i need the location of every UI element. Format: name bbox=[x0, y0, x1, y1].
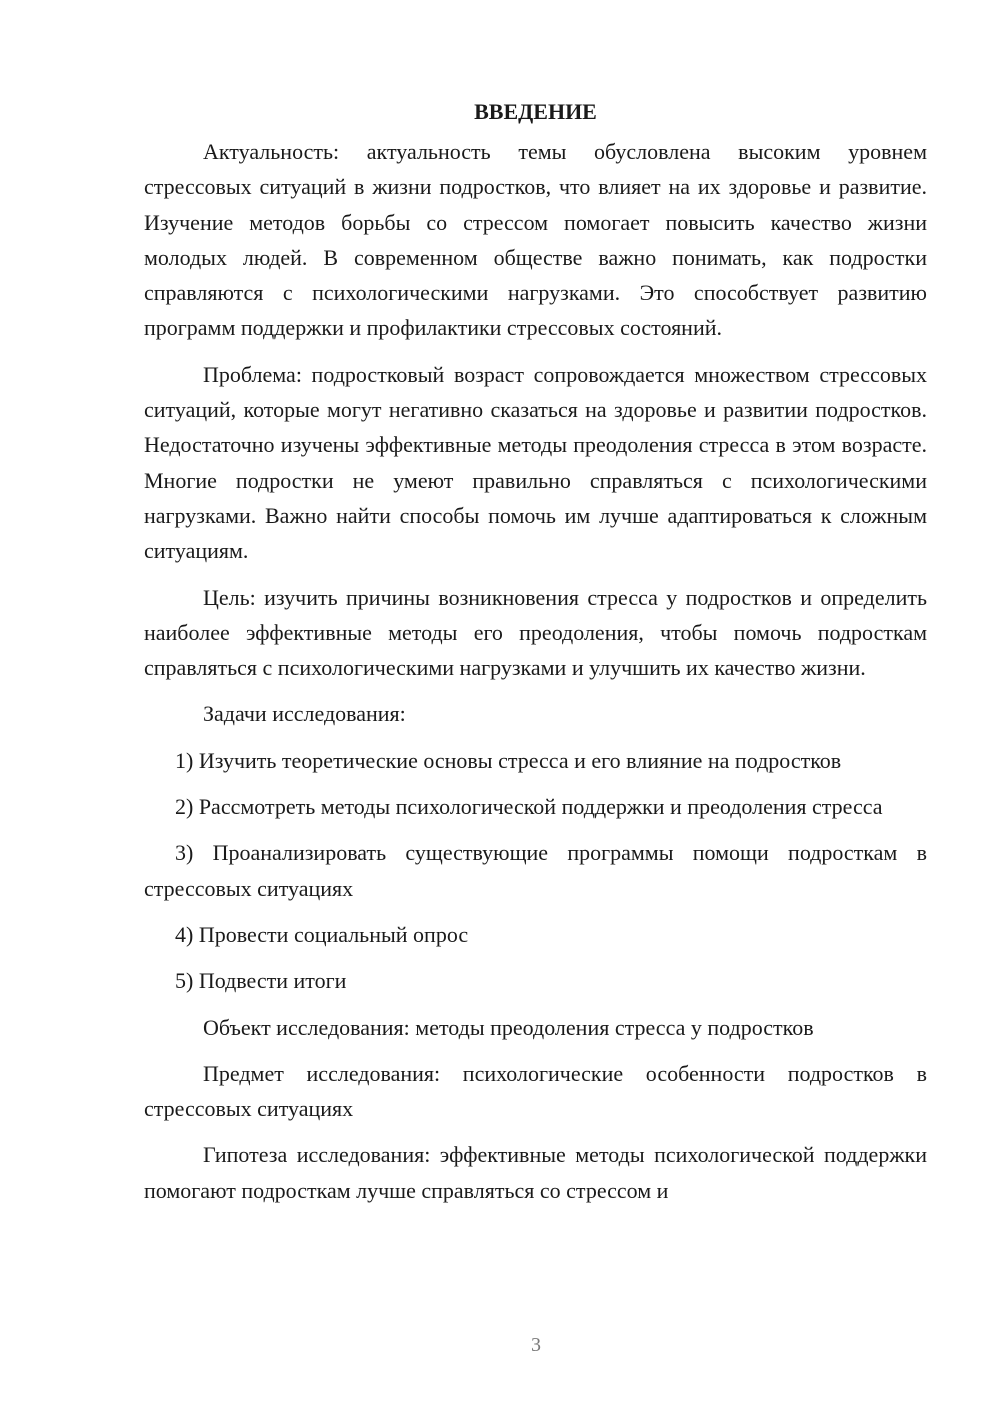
goal-paragraph: Цель: изучить причины возникновения стресса у подростков и определить наиболее эффективные методы его преодоления, чтобы помочь подросткам справляться с психологическими нагрузками и улучшить их качество жизни. bbox=[144, 584, 927, 681]
subject-paragraph: Предмет исследования: психологические особенности подростков в стрессовых ситуациях bbox=[144, 1060, 927, 1122]
object-paragraph: Объект исследования: методы преодоления стресса у подростков bbox=[203, 1014, 814, 1040]
tasks-list bbox=[144, 743, 927, 999]
page-number: 3 bbox=[531, 1334, 541, 1356]
list-item: 1) Изучить теоретические основы стресса и его влияние на подростков bbox=[175, 747, 842, 773]
list-item: 4) Провести социальный опрос bbox=[175, 921, 469, 947]
list-item: 2) Рассмотреть методы психологической поддержки и преодоления стресса bbox=[175, 794, 883, 820]
problem-paragraph: Проблема: подростковый возраст сопровождается множеством стрессовых ситуаций, которые могут негативно сказаться на здоровье и развитии подростков. Недостаточно изучены эффективные методы преодоления стресса в этом возрасте. Многие подростки не умеют правильно справляться с психологическими нагрузками. Важно найти способы помочь им лучше адаптироваться к сложным ситуациям. bbox=[144, 361, 927, 564]
hypothesis-paragraph: Гипотеза исследования: эффективные методы психологической поддержки помогают подросткам лучше справляться со стрессом и bbox=[144, 1142, 927, 1203]
relevance-paragraph: Актуальность: актуальность темы обусловлена высоким уровнем стрессовых ситуаций в жизни подростков, что влияет на их здоровье и развитие. Изучение методов борьбы со стрессом помогает повысить качество жизни молодых людей. В современном обществе важно понимать, как подростки справляются с психологическими нагрузками. Это способствует развитию программ поддержки и профилактики стрессовых состояний. bbox=[144, 139, 927, 341]
tasks-heading: Задачи исследования: bbox=[203, 701, 406, 727]
page-title: ВВЕДЕНИЕ bbox=[474, 99, 597, 124]
list-item: 5) Подвести итоги bbox=[175, 968, 347, 994]
list-item: 3) Проанализировать существующие программы помощи подросткам в стрессовых ситуациях bbox=[144, 840, 927, 901]
document-body bbox=[144, 94, 927, 1219]
